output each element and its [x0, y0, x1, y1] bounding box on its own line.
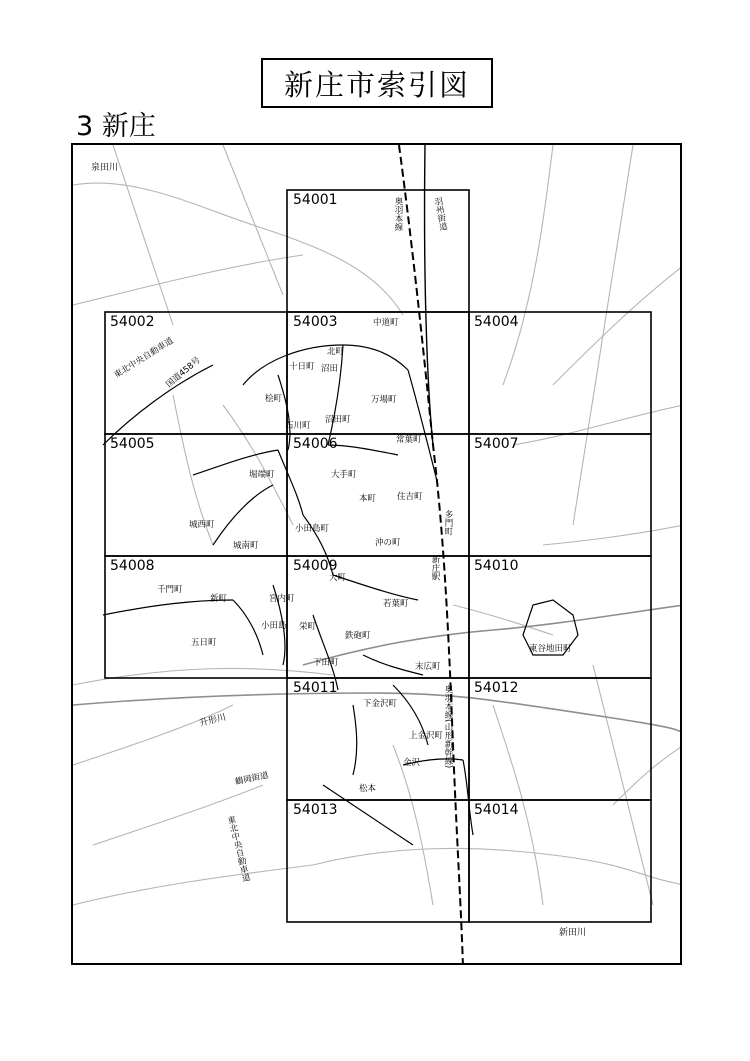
place-label: 五日町	[191, 638, 217, 648]
place-label: 新庄駅	[430, 555, 440, 581]
place-label: 北町	[327, 347, 345, 357]
place-label: 東谷地田町	[529, 644, 572, 654]
railway-label: 奥羽本線(山形新幹線)	[443, 685, 453, 769]
place-label: 常葉町	[396, 435, 422, 445]
area-subtitle: 3 新庄	[76, 111, 156, 142]
place-label: 下田町	[313, 658, 339, 668]
place-label: 小田島	[261, 621, 287, 631]
river-label: 新田川	[559, 928, 587, 938]
place-label: 中道町	[373, 318, 399, 328]
place-label: 多門町	[443, 510, 453, 536]
river-label: 升形川	[198, 712, 228, 730]
place-label: 上金沢町	[409, 731, 444, 741]
place-label: 石川町	[285, 421, 311, 431]
grid-cell-label[interactable]: 54001	[293, 192, 338, 208]
place-label: 末広町	[415, 662, 441, 672]
expressway-label: 東北中央自動車道	[224, 814, 252, 884]
place-label: 新町	[210, 594, 228, 604]
place-label: 本町	[359, 494, 377, 504]
grid-cell-label[interactable]: 54006	[293, 436, 338, 452]
grid-cell-label[interactable]: 54009	[293, 558, 338, 574]
index-grid	[105, 190, 651, 922]
grid-cell-label[interactable]: 54011	[293, 680, 338, 696]
place-label: 小田島町	[295, 524, 330, 534]
place-label: 大手町	[331, 470, 357, 480]
grid-cell-label[interactable]: 54012	[474, 680, 519, 696]
expressway-label: 東北中央自動車道	[112, 336, 176, 381]
road-label: 鶴岡街道	[234, 770, 270, 788]
grid-cell-label[interactable]: 54007	[474, 436, 519, 452]
place-label: 栄町	[299, 622, 317, 632]
place-label: 十日町	[289, 362, 315, 372]
grid-cell-label[interactable]: 54005	[110, 436, 155, 452]
place-label: 万場町	[371, 395, 397, 405]
road-label: 羽州街道	[432, 196, 448, 232]
grid-cell-label[interactable]: 54013	[293, 802, 338, 818]
index-map-title: 新庄市索引図	[261, 58, 493, 108]
place-label: 宮内町	[269, 594, 295, 604]
place-label: 城南町	[233, 541, 259, 551]
place-label: 桧町	[265, 394, 283, 404]
place-label: 住吉町	[397, 492, 423, 502]
grid-cell-label[interactable]: 54010	[474, 558, 519, 574]
map-frame	[71, 143, 682, 965]
grid-cell-label[interactable]: 54002	[110, 314, 155, 330]
place-label: 沖の町	[375, 538, 401, 548]
place-label: 若葉町	[383, 599, 409, 609]
place-label: 堀端町	[249, 470, 275, 480]
place-label: 沼田	[321, 364, 339, 374]
road-label: 国道458号	[164, 355, 203, 390]
place-label: 松本	[359, 784, 377, 794]
place-label: 下金沢町	[363, 699, 398, 709]
place-label: 城西町	[189, 520, 215, 530]
railway-label: 奥羽本線	[393, 197, 403, 231]
place-label: 鉄砲町	[345, 631, 371, 641]
place-label: 沼田町	[325, 415, 351, 425]
river-label: 泉田川	[91, 163, 119, 173]
grid-cell-label[interactable]: 54003	[293, 314, 338, 330]
grid-cell-label[interactable]: 54014	[474, 802, 519, 818]
place-label: 千門町	[157, 585, 183, 595]
place-label: 金沢	[403, 758, 421, 768]
map-canvas	[73, 145, 682, 965]
grid-cell-label[interactable]: 54004	[474, 314, 519, 330]
place-label: 大町	[329, 573, 347, 583]
road-network	[73, 145, 682, 905]
grid-cell-label[interactable]: 54008	[110, 558, 155, 574]
